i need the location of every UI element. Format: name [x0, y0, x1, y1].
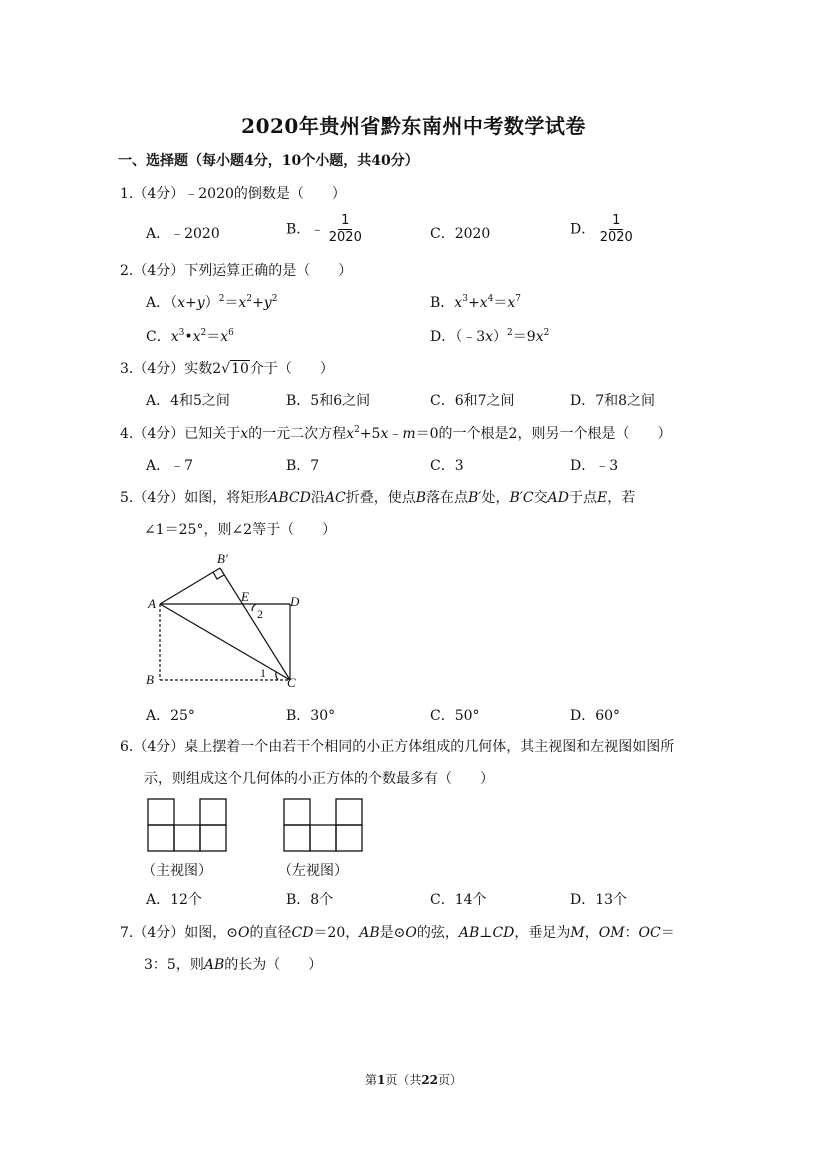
q4-option-a: A．﹣7: [146, 458, 194, 474]
segment-ac: [160, 604, 290, 680]
question-3-stem: 3.（4分）实数2√10介于（ ）: [120, 361, 334, 377]
question-2-stem: 2.（4分）下列运算正确的是（ ）: [120, 263, 353, 279]
front-view-caption: （主视图）: [142, 863, 212, 879]
question-5-line-2: ∠1＝25°，则∠2等于（ ）: [144, 522, 337, 538]
q6-option-a: A．12个: [146, 892, 202, 908]
q4-option-c: C．3: [430, 458, 464, 474]
label-d: D: [290, 594, 300, 609]
q1-option-a: A．﹣2020: [146, 226, 220, 242]
q1-option-b: B．﹣ $\frac{1}{2020}$: [286, 213, 362, 245]
q2-option-c: C．$x^3•x^2=x^6$: [146, 328, 234, 345]
q1-option-b-fraction: $\frac{1}{2020}$: [328, 213, 362, 245]
question-5-line-1: 5.（4分）如图，将矩形ABCD沿AC折叠，使点B落在点B′处，B′C交AD于点E，若: [120, 490, 636, 506]
segment-b-prime-c: [220, 568, 290, 680]
q2-option-a: A．$(x+y)^2=x^2+y^2$: [146, 294, 278, 311]
q3-option-b: B．5和6之间: [286, 393, 371, 409]
q6-option-d: D．13个: [570, 892, 628, 908]
q5-option-b: B．30°: [286, 708, 336, 724]
q1-option-d: D． $\frac{1}{2020}$: [570, 213, 633, 245]
question-7-line-2: 3：5，则AB的长为（ ）: [144, 957, 323, 973]
label-angle-2: 2: [257, 607, 263, 621]
q1-option-c: C．2020: [430, 226, 491, 242]
q6-option-b: B．8个: [286, 892, 334, 908]
q3-option-d: D．7和8之间: [570, 393, 656, 409]
q6-option-c: C．14个: [430, 892, 487, 908]
q1-option-d-fraction: $\frac{1}{2020}$: [599, 213, 633, 245]
q3-option-a: A．4和5之间: [146, 393, 230, 409]
label-c: C: [287, 675, 296, 690]
segment-ab-prime: [160, 568, 220, 604]
question-6-line-2: 示，则组成这个几何体的小正方体的个数最多有（ ）: [144, 771, 494, 787]
front-view-grid: [146, 797, 230, 853]
page-title: 2020年贵州省黔东南州中考数学试卷: [241, 114, 586, 138]
q5-option-c: C．50°: [430, 708, 480, 724]
q4-option-b: B．7: [286, 458, 320, 474]
question-4-stem: 4.（4分）已知关于x的一元二次方程$x^2+5x﹣m=0$的一个根是2，则另一个根是（ ）: [120, 425, 672, 442]
section-heading: 一、选择题（每小题4分，10个小题，共40分）: [118, 153, 419, 169]
q5-option-d: D．60°: [570, 708, 621, 724]
label-e: E: [241, 589, 249, 604]
question-1-stem: 1.（4分）﹣2020的倒数是（ ）: [120, 186, 346, 202]
q5-option-a: A．25°: [146, 708, 195, 724]
question-7-line-1: 7.（4分）如图，⊙O的直径CD＝20，AB是⊙O的弦，AB⊥CD，垂足为M，OM：OC＝: [120, 925, 675, 941]
q5-rectangle-fold-figure: [140, 548, 310, 693]
label-b-prime: B′: [217, 551, 228, 566]
page-footer: 第1页（共22页）: [364, 1073, 463, 1087]
q4-option-d: D．﹣3: [570, 458, 619, 474]
q2-option-d: D．$(﹣3x)^2=9x^2$: [430, 328, 550, 345]
label-angle-1: 1: [260, 666, 266, 680]
left-view-caption: （左视图）: [278, 863, 348, 879]
angle-2-arc: [252, 604, 256, 611]
left-view-grid: [282, 797, 366, 853]
q2-option-b: B．$x^3+x^4=x^7$: [430, 294, 521, 311]
question-6-line-1: 6.（4分）桌上摆着一个由若干个相同的小正方体组成的几何体，其主视图和左视图如图所: [120, 739, 675, 755]
q3-option-c: C．6和7之间: [430, 393, 515, 409]
label-b: B: [146, 672, 154, 687]
right-angle-mark: [213, 572, 224, 579]
label-a: A: [148, 596, 156, 611]
